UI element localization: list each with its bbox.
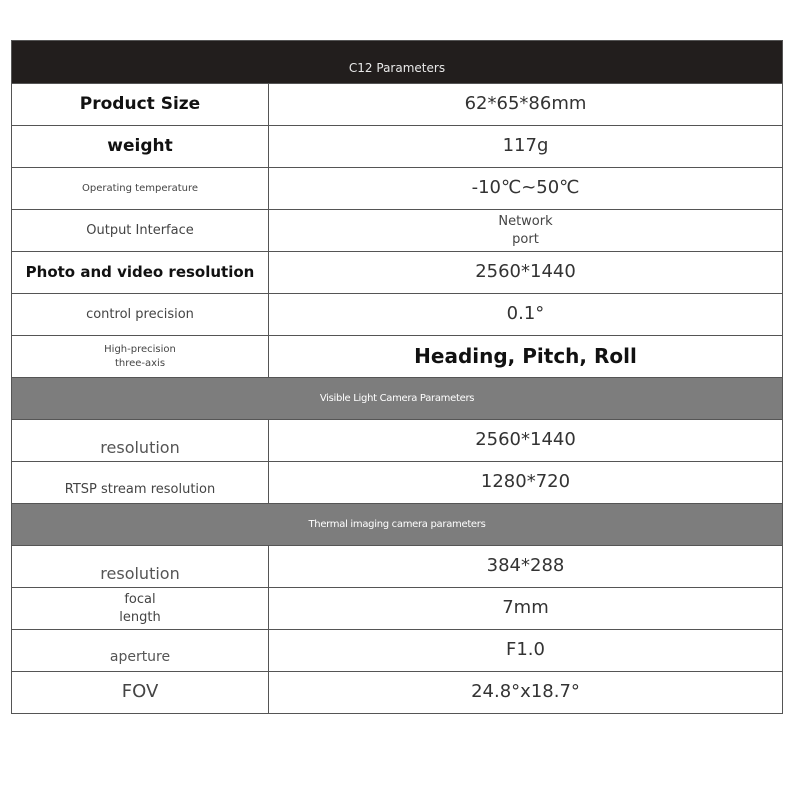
value-fov: 24.8°x18.7° [471,681,580,703]
value-product-size: 62*65*86mm [464,93,587,115]
label-control-precision: control precision [12,294,269,335]
value-focal-length: 7mm [502,597,549,619]
table-row-aperture [12,629,782,671]
table-row-output-interface [12,209,782,251]
label-operating-temperature: Operating temperature [12,168,269,209]
section-header-c12 [12,41,782,83]
value-thermal-resolution: 384*288 [486,555,565,577]
table-row-high-precision-axis [12,335,782,377]
value-output-interface [269,210,782,251]
value-output-interface-line1: Network [498,213,553,229]
table-row-photo-video-resolution [12,251,782,293]
value-control-precision: 0.1° [506,303,545,325]
value-visible-resolution: 2560*1440 [475,429,576,451]
section-title-c12: C12 Parameters [348,61,446,75]
label-aperture: aperture [12,630,269,671]
label-high-precision-axis [12,336,269,377]
label-product-size: Product Size [12,84,269,125]
section-header-thermal [12,503,782,545]
table-row-fov [12,671,782,713]
table-row-focal-length [12,587,782,629]
value-weight: 117g [502,135,549,157]
value-operating-temperature: -10℃~50℃ [471,177,580,199]
label-output-interface: Output Interface [12,210,269,251]
label-high-precision-line2: three-axis [114,357,166,369]
label-weight: weight [12,126,269,167]
section-title-thermal: Thermal imaging camera parameters [308,519,486,530]
value-rtsp-resolution: 1280*720 [480,471,571,493]
label-focal-length-line2: length [119,609,161,625]
value-output-interface-line2: port [512,231,539,247]
label-visible-resolution: resolution [12,420,269,461]
table-row-rtsp-resolution [12,461,782,503]
table-row-product-size [12,83,782,125]
table-row-visible-resolution [12,419,782,461]
label-high-precision-line1: High-precision [104,344,176,355]
value-aperture: F1.0 [506,639,545,661]
table-row-operating-temperature [12,167,782,209]
parameters-table [11,40,783,714]
label-focal-length-line1: focal [124,591,156,607]
label-photo-video-resolution: Photo and video resolution [12,252,269,293]
label-focal-length [12,588,269,629]
value-photo-video-resolution: 2560*1440 [475,261,576,283]
value-high-precision-axis: Heading, Pitch, Roll [414,344,637,368]
section-title-visible-light: Visible Light Camera Parameters [319,393,475,404]
section-header-visible-light [12,377,782,419]
table-row-thermal-resolution [12,545,782,587]
label-fov: FOV [12,672,269,713]
label-thermal-resolution: resolution [12,546,269,587]
label-rtsp-resolution: RTSP stream resolution [12,462,269,503]
table-row-weight [12,125,782,167]
table-row-control-precision [12,293,782,335]
